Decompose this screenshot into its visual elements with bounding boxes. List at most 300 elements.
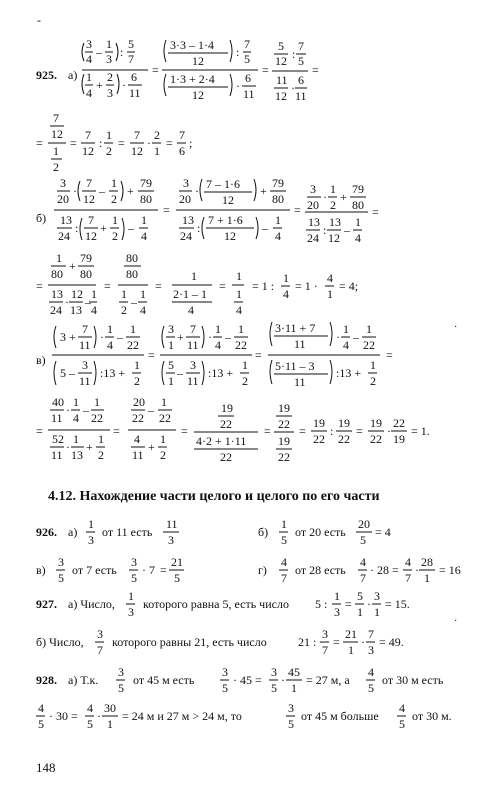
svg-text:=: =: [36, 279, 43, 293]
margin-mark: ·: [454, 616, 458, 627]
svg-text:5: 5: [360, 533, 366, 547]
svg-text:11: 11: [51, 411, 63, 425]
svg-text:= 24 м и 27 м > 24 м, то: = 24 м и 27 м > 24 м, то: [122, 709, 242, 723]
svg-text:;: ;: [189, 136, 193, 150]
svg-text:80: 80: [80, 267, 92, 281]
svg-text:6: 6: [179, 144, 185, 158]
svg-text:= 4;: = 4;: [339, 279, 359, 293]
svg-text:·: ·: [97, 709, 101, 723]
exercise-925-c: [36, 321, 393, 389]
svg-text:1: 1: [73, 395, 79, 409]
svg-text::13 +: :13 +: [100, 366, 126, 380]
svg-text:80: 80: [126, 251, 138, 265]
svg-text:=: =: [70, 136, 77, 150]
svg-text:–: –: [83, 403, 89, 417]
svg-text:22: 22: [338, 432, 350, 446]
svg-text:7: 7: [179, 128, 185, 142]
exercise-number: 926.: [36, 525, 57, 539]
svg-text:22: 22: [132, 411, 144, 425]
svg-text:19: 19: [278, 434, 290, 448]
svg-text:5: 5: [244, 52, 250, 66]
svg-text:1: 1: [275, 213, 281, 227]
svg-text:1: 1: [106, 128, 112, 142]
svg-text:30: 30: [104, 701, 116, 715]
svg-text:3: 3: [288, 701, 294, 715]
svg-text:–: –: [96, 45, 102, 59]
svg-text::: :: [75, 221, 79, 235]
svg-text:·: ·: [281, 673, 285, 687]
svg-text:1: 1: [107, 717, 113, 731]
svg-text:которого равна 5, есть число: которого равна 5, есть число: [143, 597, 289, 611]
svg-text:4: 4: [275, 229, 281, 243]
svg-text:5: 5: [222, 681, 228, 695]
svg-text:11: 11: [79, 374, 91, 388]
svg-text:79: 79: [140, 176, 152, 190]
svg-text:1: 1: [357, 605, 363, 619]
exercise-number: 925.: [36, 68, 57, 82]
svg-text:24: 24: [50, 303, 62, 317]
svg-text::: :: [99, 136, 103, 150]
svg-text:12: 12: [85, 229, 97, 243]
svg-text:+: +: [340, 190, 347, 204]
svg-text:11: 11: [129, 86, 141, 100]
svg-text:3: 3: [107, 86, 113, 100]
svg-text:22: 22: [313, 432, 325, 446]
svg-text:3: 3: [82, 358, 88, 372]
svg-text:79: 79: [272, 176, 284, 190]
svg-text:12: 12: [192, 54, 204, 68]
svg-text:=: =: [262, 63, 269, 77]
svg-text:80: 80: [352, 198, 364, 212]
svg-text:3: 3: [58, 555, 64, 569]
svg-text:7: 7: [97, 643, 103, 657]
fraction: [272, 39, 308, 103]
part-label: а): [68, 68, 78, 82]
svg-text:1: 1: [106, 37, 112, 51]
svg-text:г): г): [258, 563, 267, 577]
svg-text:3·11 + 7: 3·11 + 7: [275, 321, 316, 335]
svg-text:22: 22: [220, 417, 232, 431]
svg-text:4: 4: [236, 303, 242, 317]
svg-text:·: ·: [195, 184, 199, 198]
svg-text:20: 20: [179, 192, 191, 206]
svg-text:4: 4: [87, 701, 93, 715]
svg-text:1: 1: [111, 176, 117, 190]
svg-text:3: 3: [86, 37, 92, 51]
svg-text:2: 2: [121, 303, 127, 317]
svg-text:+: +: [69, 259, 76, 273]
svg-text:4: 4: [91, 303, 97, 317]
svg-text:3: 3: [183, 176, 189, 190]
svg-text::: :: [323, 223, 327, 237]
exercise-925-b: [36, 176, 379, 245]
svg-text:2: 2: [242, 374, 248, 388]
svg-text:1: 1: [327, 287, 333, 301]
svg-text:19: 19: [393, 432, 405, 446]
svg-text:12: 12: [275, 89, 287, 103]
svg-text:7: 7: [322, 643, 328, 657]
svg-text:= 1 :: = 1 :: [252, 279, 275, 293]
svg-text:1: 1: [191, 269, 197, 283]
svg-text:·: ·: [415, 563, 419, 577]
svg-text:2: 2: [134, 374, 140, 388]
svg-text:б): б): [258, 525, 269, 539]
svg-text:1: 1: [215, 322, 221, 336]
svg-text:28: 28: [421, 555, 433, 569]
svg-text:5: 5: [58, 571, 64, 585]
exercise-927: [36, 589, 410, 657]
svg-text:13: 13: [329, 215, 341, 229]
svg-text:80: 80: [272, 192, 284, 206]
svg-text:24: 24: [58, 229, 70, 243]
svg-text:1: 1: [330, 182, 336, 196]
svg-text:1: 1: [281, 517, 287, 531]
svg-text:3: 3: [106, 52, 112, 66]
svg-text:5: 5: [118, 681, 124, 695]
svg-text:=: =: [152, 63, 159, 77]
svg-text:5: 5: [128, 37, 134, 51]
svg-text:3: 3: [374, 589, 380, 603]
svg-text:+: +: [260, 184, 267, 198]
svg-text:·: ·: [236, 79, 240, 93]
svg-text:от 45 м больше: от 45 м больше: [301, 709, 379, 723]
svg-text:3: 3: [190, 358, 196, 372]
svg-text:11: 11: [132, 448, 144, 462]
svg-text:5: 5: [281, 533, 287, 547]
svg-text:6: 6: [245, 71, 251, 85]
svg-text:=: =: [181, 424, 188, 438]
svg-text:21: 21: [345, 627, 357, 641]
svg-text:1: 1: [154, 144, 160, 158]
svg-text:3: 3: [222, 665, 228, 679]
svg-text:40: 40: [52, 395, 64, 409]
svg-text:5·11 – 3: 5·11 – 3: [275, 359, 315, 373]
svg-text:5: 5: [368, 681, 374, 695]
svg-text:1: 1: [140, 287, 146, 301]
svg-text:2: 2: [111, 192, 117, 206]
svg-text:3: 3: [322, 627, 328, 641]
svg-text::: :: [197, 221, 201, 235]
part-label: в): [36, 353, 46, 367]
svg-text:1: 1: [141, 213, 147, 227]
svg-text:7: 7: [82, 322, 88, 336]
svg-text:=: =: [333, 635, 340, 649]
svg-text:· 30 =: · 30 =: [49, 709, 78, 723]
svg-text:1: 1: [73, 432, 79, 446]
svg-text:24: 24: [180, 229, 192, 243]
svg-text:–: –: [131, 295, 137, 309]
svg-text:от 20 есть: от 20 есть: [295, 525, 346, 539]
svg-text:·: ·: [65, 295, 69, 309]
svg-text:13: 13: [70, 303, 82, 317]
svg-text:4: 4: [281, 555, 287, 569]
svg-text:·: ·: [323, 190, 327, 204]
svg-text:13: 13: [51, 287, 63, 301]
svg-text:12: 12: [192, 88, 204, 102]
svg-text:1: 1: [374, 605, 380, 619]
svg-text:1: 1: [91, 287, 97, 301]
svg-text:19: 19: [278, 401, 290, 415]
svg-text:от 30 м.: от 30 м.: [412, 709, 452, 723]
svg-text:а): а): [68, 525, 78, 539]
page-number: 148: [36, 760, 56, 775]
svg-text:–: –: [353, 330, 359, 344]
svg-text:1: 1: [334, 589, 340, 603]
svg-text:+: +: [86, 440, 93, 454]
svg-text:от 11 есть: от 11 есть: [102, 525, 153, 539]
svg-text:12: 12: [222, 193, 234, 207]
svg-text:22: 22: [91, 411, 103, 425]
exercise-number: 928.: [36, 673, 57, 687]
svg-text:11: 11: [295, 89, 307, 103]
svg-text:3: 3: [334, 605, 340, 619]
svg-text:7: 7: [128, 52, 134, 66]
svg-text:21: 21: [171, 555, 183, 569]
svg-text:1: 1: [168, 374, 174, 388]
exercise-928: [36, 665, 452, 731]
svg-text:=: =: [372, 205, 379, 219]
svg-text:1: 1: [88, 517, 94, 531]
svg-text:= 1 ·: = 1 ·: [295, 279, 318, 293]
svg-text:=: =: [255, 348, 262, 362]
svg-text:4: 4: [399, 701, 405, 715]
svg-text:= 27 м, а: = 27 м, а: [306, 673, 350, 687]
svg-text:+: +: [96, 78, 103, 92]
svg-text:22: 22: [235, 338, 247, 352]
svg-text:1: 1: [128, 589, 134, 603]
svg-text:80: 80: [140, 192, 152, 206]
svg-text:2: 2: [106, 144, 112, 158]
svg-text:12: 12: [51, 127, 63, 141]
svg-text:=: =: [345, 597, 352, 611]
svg-text:1: 1: [238, 322, 244, 336]
svg-text:22: 22: [278, 450, 290, 464]
svg-text:5: 5: [288, 717, 294, 731]
svg-text:7: 7: [281, 571, 287, 585]
svg-text:4: 4: [327, 271, 333, 285]
svg-text:·: ·: [387, 424, 391, 438]
section-heading: 4.12. Нахождение части целого и целого по его части: [48, 489, 380, 504]
svg-text:4: 4: [134, 432, 140, 446]
svg-text:7: 7: [244, 37, 250, 51]
svg-text:1: 1: [236, 269, 242, 283]
svg-text:6: 6: [298, 73, 304, 87]
svg-text:12: 12: [328, 231, 340, 245]
svg-text:=: =: [264, 424, 271, 438]
svg-text:22: 22: [159, 411, 171, 425]
svg-text:79: 79: [352, 182, 364, 196]
svg-text:=: =: [36, 424, 43, 438]
exercise-925-b-cont: [36, 251, 358, 317]
svg-text:–: –: [117, 330, 123, 344]
svg-text:7: 7: [85, 128, 91, 142]
svg-text:3: 3: [118, 665, 124, 679]
svg-text:22: 22: [220, 450, 232, 464]
svg-text:5: 5: [38, 717, 44, 731]
svg-text:80: 80: [126, 267, 138, 281]
svg-text:4: 4: [38, 701, 44, 715]
svg-text:3: 3: [88, 533, 94, 547]
svg-text:5 –: 5 –: [60, 366, 75, 380]
svg-text:а) Т.к.: а) Т.к.: [68, 673, 99, 687]
svg-text:1: 1: [160, 432, 166, 446]
svg-text:7: 7: [88, 213, 94, 227]
svg-text:б) Число,: б) Число,: [36, 635, 84, 649]
svg-text:7 + 1·6: 7 + 1·6: [208, 213, 243, 227]
svg-text:=: =: [299, 424, 306, 438]
svg-text:1: 1: [53, 144, 59, 158]
svg-text:22: 22: [370, 432, 382, 446]
svg-text:45: 45: [288, 665, 300, 679]
svg-text:3: 3: [271, 665, 277, 679]
svg-text:·: ·: [336, 330, 340, 344]
svg-text:которого равны 21, есть число: которого равны 21, есть число: [112, 635, 267, 649]
svg-text:= 15.: = 15.: [385, 597, 410, 611]
svg-text:=: =: [163, 203, 170, 217]
svg-text:1: 1: [424, 571, 430, 585]
svg-text:·: ·: [367, 597, 371, 611]
svg-text:12: 12: [82, 144, 94, 158]
svg-text:=: =: [356, 424, 363, 438]
svg-text:13: 13: [308, 215, 320, 229]
svg-text:11: 11: [166, 517, 178, 531]
svg-text:12: 12: [224, 229, 236, 243]
svg-text:19: 19: [338, 416, 350, 430]
svg-text:3: 3: [131, 555, 137, 569]
svg-text:13: 13: [60, 213, 72, 227]
svg-text:= 49.: = 49.: [379, 635, 404, 649]
svg-text:7: 7: [298, 39, 304, 53]
svg-text:2: 2: [98, 448, 104, 462]
svg-text:·: ·: [73, 184, 77, 198]
svg-text:–: –: [148, 403, 154, 417]
svg-text:3: 3: [128, 605, 134, 619]
svg-text:+: +: [177, 330, 184, 344]
svg-text:1: 1: [112, 213, 118, 227]
svg-text:4: 4: [355, 231, 361, 245]
svg-text:1: 1: [168, 338, 174, 352]
svg-text:· 45 =: · 45 =: [233, 673, 262, 687]
svg-text:3: 3: [97, 627, 103, 641]
svg-text:–: –: [99, 184, 105, 198]
svg-text:1: 1: [86, 70, 92, 84]
svg-text:1: 1: [121, 287, 127, 301]
svg-text:2: 2: [154, 128, 160, 142]
svg-text:·: ·: [66, 440, 70, 454]
svg-text:2·1 – 1: 2·1 – 1: [173, 287, 207, 301]
svg-text:·: ·: [66, 403, 70, 417]
svg-text:· 7: · 7: [142, 563, 155, 577]
svg-text::13 +: :13 +: [208, 366, 234, 380]
svg-text:5: 5: [399, 717, 405, 731]
svg-text:20: 20: [358, 517, 370, 531]
svg-text:–: –: [262, 221, 268, 235]
svg-text::: :: [120, 45, 124, 59]
svg-text:1: 1: [343, 322, 349, 336]
svg-text::: :: [236, 45, 240, 59]
svg-text::: :: [330, 424, 334, 438]
svg-text:2: 2: [160, 448, 166, 462]
svg-text:3: 3: [60, 176, 66, 190]
svg-text:2: 2: [53, 160, 59, 174]
svg-text:–: –: [128, 221, 134, 235]
svg-text:22: 22: [127, 338, 139, 352]
exercise-926: [36, 517, 461, 585]
svg-text:1: 1: [370, 358, 376, 372]
svg-text:= 1.: = 1.: [411, 424, 430, 438]
svg-text:3 +: 3 +: [60, 330, 76, 344]
svg-text:1: 1: [134, 358, 140, 372]
svg-text:80: 80: [51, 267, 63, 281]
svg-text:4: 4: [405, 555, 411, 569]
svg-text:2: 2: [107, 70, 113, 84]
svg-text:22: 22: [393, 416, 405, 430]
svg-text:1: 1: [242, 358, 248, 372]
svg-text:5: 5: [278, 39, 284, 53]
svg-text:3: 3: [368, 643, 374, 657]
svg-text:=: =: [166, 136, 173, 150]
svg-text:=: =: [219, 279, 226, 293]
svg-text:·: ·: [361, 635, 365, 649]
svg-text:12: 12: [275, 54, 287, 68]
exercise-925-a: [36, 37, 319, 103]
svg-text:+: +: [148, 440, 155, 454]
svg-text:·: ·: [147, 136, 151, 150]
svg-text:5: 5: [168, 358, 174, 372]
svg-text:20: 20: [133, 395, 145, 409]
svg-text:4: 4: [283, 287, 289, 301]
svg-text:2: 2: [112, 229, 118, 243]
svg-text:от 28 есть: от 28 есть: [295, 563, 346, 577]
svg-text:–: –: [177, 366, 183, 380]
svg-text:1: 1: [291, 681, 297, 695]
exercise-925-a-cont: [36, 111, 192, 174]
part-label: б): [36, 211, 47, 225]
svg-text:52: 52: [52, 432, 64, 446]
svg-text:11: 11: [51, 448, 63, 462]
svg-text:=: =: [155, 279, 162, 293]
svg-text:а) Число,: а) Число,: [68, 597, 115, 611]
svg-text:11: 11: [294, 337, 306, 351]
svg-text:1·3 + 2·4: 1·3 + 2·4: [170, 72, 215, 86]
svg-text:5: 5: [87, 717, 93, 731]
svg-text::: :: [292, 47, 296, 61]
svg-text:3: 3: [310, 182, 316, 196]
svg-text:11: 11: [79, 338, 91, 352]
svg-text:·: ·: [100, 330, 104, 344]
svg-text:=: =: [148, 348, 155, 362]
svg-text:11: 11: [276, 73, 288, 87]
svg-text:от 45 м есть: от 45 м есть: [133, 673, 195, 687]
svg-text:1: 1: [94, 395, 100, 409]
svg-text:–: –: [344, 223, 350, 237]
svg-text:1: 1: [348, 643, 354, 657]
svg-text:= 16: = 16: [439, 563, 461, 577]
svg-text:79: 79: [80, 251, 92, 265]
svg-text:11: 11: [243, 87, 255, 101]
svg-text:=: =: [118, 136, 125, 150]
svg-text:4: 4: [368, 665, 374, 679]
svg-text:–: –: [85, 295, 91, 309]
svg-text:1: 1: [56, 251, 62, 265]
svg-text:11: 11: [187, 374, 199, 388]
corner-mark: -: [37, 13, 41, 27]
svg-text:1: 1: [236, 287, 242, 301]
exercise-number: 927.: [36, 597, 57, 611]
fraction: [162, 37, 258, 102]
svg-text:в): в): [36, 563, 46, 577]
svg-text:1: 1: [130, 322, 136, 336]
